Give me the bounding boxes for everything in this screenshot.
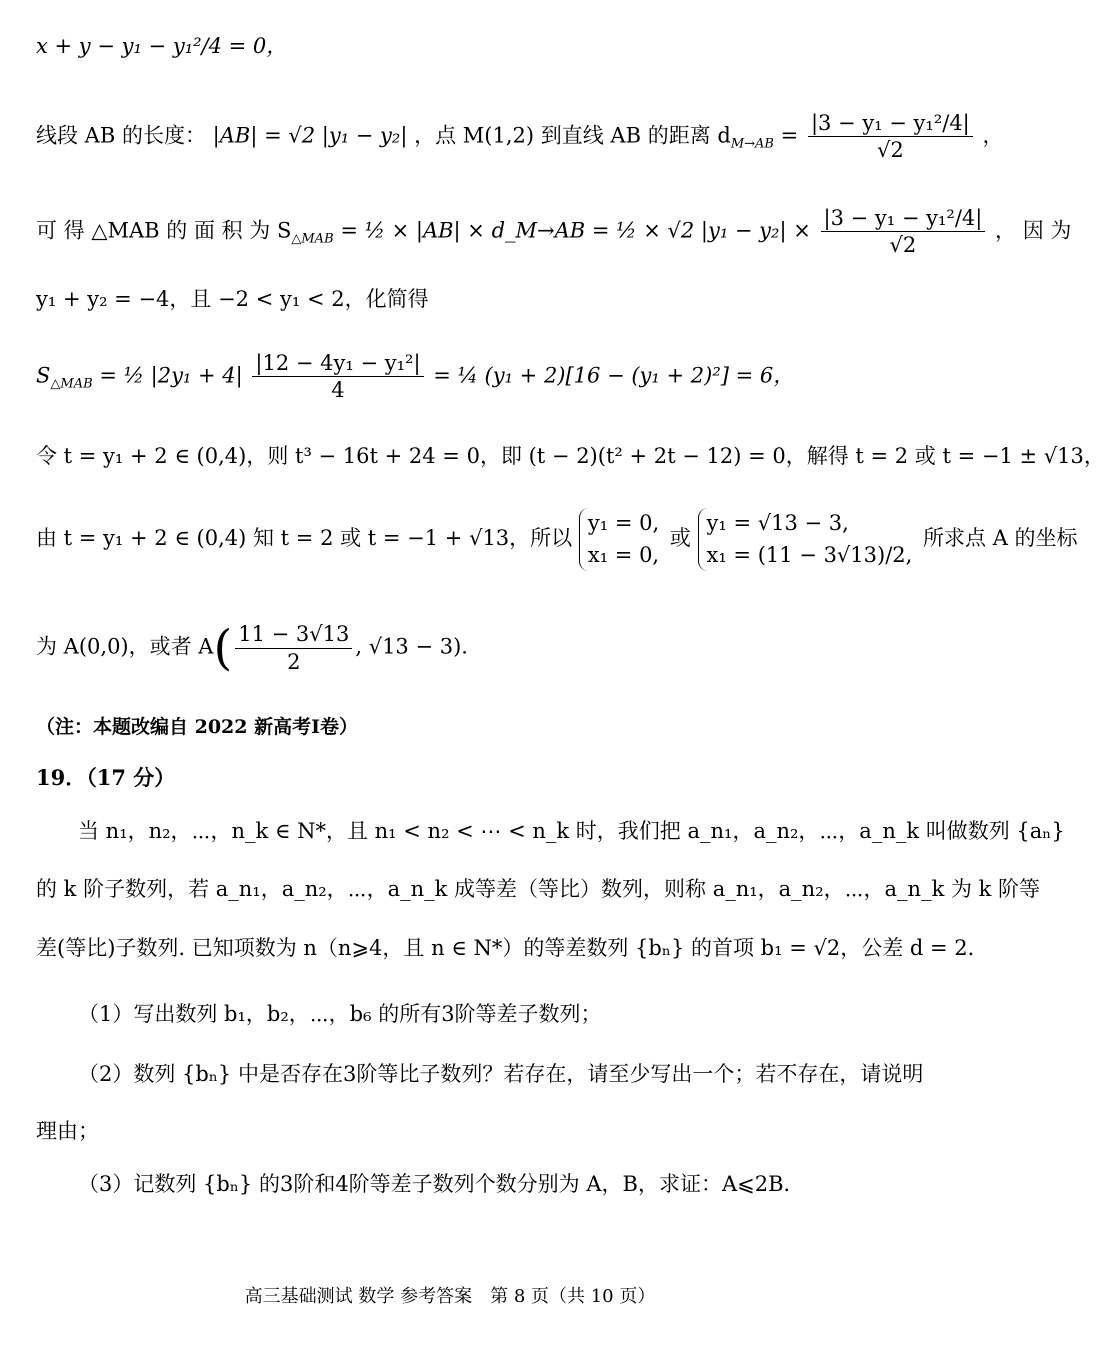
- paragraph-text-1: 当 n₁，n₂，⋯，n_k ∈ N*，且 n₁ < n₂ < ⋯ < n_k 时，我们把 a_n₁，a_n₂，⋯，a_n_k 叫做数列 {aₙ}: [78, 819, 1065, 843]
- ab-length-expr: |AB| = √2 |y₁ − y₂|: [212, 123, 408, 148]
- paragraph-line-1: [78, 815, 1065, 845]
- sub-question-3-text: （3）记数列 {bₙ} 的3阶和4阶等差子数列个数分别为 A，B，求证：A⩽2B．: [78, 1172, 805, 1196]
- solution-text: 由 t = y₁ + 2 ∈ (0,4) 知 t = 2 或 t = −1 + √13，所以: [36, 526, 573, 550]
- coordinate-text: 所求点 A 的坐标: [923, 526, 1078, 550]
- sub-question-2-tail: 理由；: [36, 1119, 99, 1143]
- because-text: ， 因 为: [995, 218, 1072, 243]
- page-footer: [0, 1282, 900, 1308]
- equation-line-1: [36, 30, 864, 60]
- simplified-fraction: [252, 350, 423, 404]
- simplified-area-line: [36, 350, 864, 404]
- system-1-y: y₁ = 0,: [587, 511, 660, 535]
- simplified-rhs: = ¼ (y₁ + 2)[16 − (y₁ + 2)²] = 6，: [433, 363, 795, 388]
- sub-question-2-text: （2）数列 {bₙ} 中是否存在3阶等比子数列？若存在，请至少写出一个；若不存在，请说明: [78, 1062, 924, 1086]
- s-subscript: △MAB: [50, 376, 93, 392]
- paragraph-text-3: 差(等比)子数列. 已知项数为 n（n⩾4，且 n ∈ N*）的等差数列 {bₙ} 的首项 b₁ = √2，公差 d = 2．: [36, 936, 989, 960]
- distance-numerator: |3 − y₁ − y₁²/4|: [808, 110, 973, 137]
- footer-text: 高三基础测试 数学 参考答案 第 8 页（共 10 页）: [244, 1286, 656, 1307]
- paragraph-text-2: 的 k 阶子数列，若 a_n₁，a_n₂，⋯，a_n_k 成等差（等比）数列，则称 a_n₁，a_n₂，⋯，a_n_k 为 k 阶等: [36, 877, 1041, 901]
- answer-numerator: 11 − 3√13: [235, 621, 352, 648]
- or-text: 或: [669, 526, 691, 550]
- solution-line: [36, 508, 1078, 571]
- substitution-line: [36, 440, 1105, 470]
- area-line: [36, 205, 1072, 259]
- area-denominator: √2: [889, 233, 917, 258]
- substitution-text: 令 t = y₁ + 2 ∈ (0,4)，则 t³ − 16t + 24 = 0，即 (t − 2)(t² + 2t − 12) = 0，解得 t = 2 或 t = −1 ± √13，: [36, 444, 1105, 468]
- area-subscript: △MAB: [291, 231, 334, 247]
- area-text: 可 得 △MAB 的 面 积 为 S: [36, 218, 292, 243]
- paragraph-line-2: [36, 873, 1041, 903]
- answer-fraction: [235, 621, 352, 675]
- line-of-ab-equation: x + y − y₁ − y₁²/4 = 0，: [36, 34, 288, 58]
- distance-fraction: [808, 110, 973, 164]
- text-label: 线段 AB 的长度：: [36, 123, 206, 148]
- condition-line: [36, 283, 864, 313]
- sub-question-2-cont: [36, 1115, 864, 1145]
- segment-length-line: 线段 AB 的长度： |AB| = √2 |y₁ − y₂| ，点 M(1,2) 到直线 AB 的距离 $d_{M\to AB}$ = $\frac{\text{|3 − y₁ − y₁²/4|}}{√2}$ ，: [36, 111, 1004, 163]
- condition-text: y₁ + y₂ = −4，且 −2 < y₁ < 2，化简得: [36, 287, 429, 311]
- answer-text: 为 A(0,0)，或者 A: [36, 634, 214, 659]
- note-text: （注：本题改编自 2022 新高考I卷）: [36, 716, 358, 738]
- source-note: [36, 712, 864, 739]
- distance-denominator: √2: [876, 138, 904, 163]
- sub-question-2: [78, 1058, 924, 1088]
- simplified-lhs: = ½ |2y₁ + 4|: [99, 363, 243, 388]
- system-2-y: y₁ = √13 − 3,: [706, 511, 849, 535]
- system-2: [698, 508, 917, 571]
- sub-question-3: [78, 1168, 864, 1198]
- area-numerator: |3 − y₁ − y₁²/4|: [821, 205, 986, 232]
- area-fraction: [821, 205, 986, 259]
- system-1: [579, 508, 663, 571]
- area-expression: = ½ × |AB| × d_M→AB = ½ × √2 |y₁ − y₂| ×: [340, 218, 811, 243]
- paragraph-line-3: [36, 932, 989, 962]
- answer-line: 为 A(0,0)，或者 A( $\frac{11 - 3√13}{2}$ , √13 − 3).: [36, 620, 468, 676]
- answer-denominator: 2: [287, 649, 301, 674]
- question-19-heading: [36, 762, 864, 792]
- system-1-x: x₁ = 0,: [587, 542, 660, 567]
- s-symbol: S: [36, 363, 51, 388]
- simplified-denominator: 4: [331, 378, 345, 403]
- sub-question-1-text: （1）写出数列 b₁，b₂，⋯，b₆ 的所有3阶等差子数列；: [78, 1002, 602, 1026]
- answer-tail: , √13 − 3).: [355, 634, 468, 659]
- question-19-label: 19．（17 分）: [36, 765, 176, 790]
- distance-subscript: M→AB: [730, 136, 774, 152]
- simplified-numerator: |12 − 4y₁ − y₁²|: [252, 350, 423, 377]
- distance-text: ，点 M(1,2) 到直线 AB 的距离 d: [414, 123, 731, 148]
- system-2-x: x₁ = (11 − 3√13)/2,: [706, 542, 913, 567]
- sub-question-1: [78, 998, 864, 1028]
